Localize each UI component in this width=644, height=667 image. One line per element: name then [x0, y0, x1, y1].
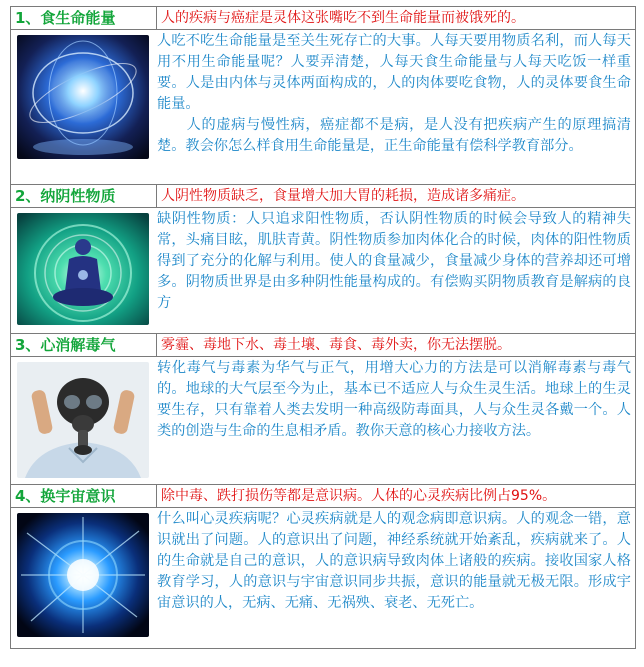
section-summary: 人的疾病与癌症是灵体这张嘴吃不到生命能量而被饿死的。 — [157, 7, 636, 30]
section-body — [11, 30, 636, 185]
meditating-figure-icon — [17, 213, 149, 325]
section-summary: 雾霾、毒地下水、毒土壤、毒食、毒外卖，你无法摆脱。 — [157, 334, 636, 357]
body-text: 人吃不吃生命能量是至关生死存亡的大事。人每天要用物质名利，而人每天用不用生命能量呢？人要弄清楚，人每天食生命能量与人每天吃饭一样重要。人是由内体与灵体两面构成的，人的肉体要吃食物，人的灵体要食生命能量。 人的虚病与慢性病，癌症都不是病，是人没有把疾病产生的原理搞清楚。教会你怎么样食用生命能量是，正生命能量有偿科学教育部分。 — [157, 33, 631, 154]
energy-burst-icon — [17, 513, 149, 637]
section-header-row — [11, 185, 636, 208]
section-title: 3、心消解毒气 — [11, 334, 157, 357]
section-header-row — [11, 7, 636, 30]
body-text: 什么叫心灵疾病呢？心灵疾病就是人的观念病即意识病。人的观念一错，意识就出了问题。人的意识出了问题，神经系统就开始紊乱，疾病就来了。人的生命就是自己的意识，人的意识病导致肉体上诸般的疾病。接收国家人格教育学习，人的意识与宇宙意识同步共振，意识的能量就无极无限。形成宇宙意识的人，无病、无痛、无祸殃、衰老、无死亡。 — [157, 511, 631, 611]
section-summary: 除中毒、跌打损伤等都是意识病。人体的心灵疾病比例占95%。 — [157, 485, 636, 508]
section-header-row — [11, 334, 636, 357]
section-summary: 人阴性物质缺乏，食量增大加大胃的耗损，造成诸多痛症。 — [157, 185, 636, 208]
section-body-row — [11, 208, 636, 334]
section-title: 1、食生命能量 — [11, 7, 157, 30]
section-body-row — [11, 357, 636, 485]
section-title: 2、纳阴性物质 — [11, 185, 157, 208]
gas-mask-icon — [17, 362, 149, 478]
section-body — [11, 508, 636, 649]
section-body — [11, 208, 636, 334]
body-text: 转化毒气与毒素为华气与正气，用增大心力的方法是可以消解毒素与毒气的。地球的大气层至今为止，基本已不适应人与众生灵生活。地球上的生灵要生存，只有靠着人类去发明一种高级防毒面具，人与众生灵各戴一个。人类的创造与生命的生息相矛盾。教你天意的核心力接收方法。 — [157, 360, 631, 439]
glowing-orb-icon — [17, 35, 149, 159]
section-body — [11, 357, 636, 485]
section-header-row — [11, 485, 636, 508]
section-title: 4、换宇宙意识 — [11, 485, 157, 508]
content-table — [10, 6, 636, 649]
section-body-row — [11, 508, 636, 649]
section-body-row — [11, 30, 636, 185]
body-text: 缺阴性物质：人只追求阳性物质，否认阴性物质的时候会导致人的精神失常，头痛目眩，肌肤青黄。阴性物质参加肉体化合的时候，肉体的阳性物质得到了充分的化解与利用。使人的食量减少，食量减少身体的营养却还可增多。阴物质世界是由多种阴性能量构成的。有偿购买阴物质教育是解病的良方 — [157, 211, 631, 311]
